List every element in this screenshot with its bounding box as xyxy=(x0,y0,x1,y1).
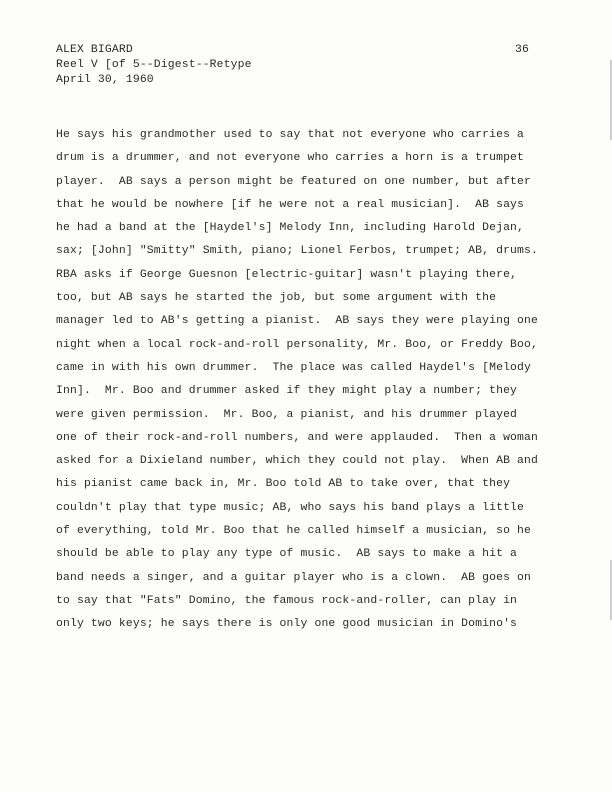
text-line: manager led to AB's getting a pianist. AB says they were playing one xyxy=(56,315,538,328)
text-line: player. AB says a person might be featured on one number, but after xyxy=(56,175,532,188)
text-line: only two keys; he says there is only one good musician in Domino's xyxy=(56,618,518,631)
text-line: He says his grandmother used to say that not everyone who carries a xyxy=(56,129,525,141)
document-header xyxy=(56,43,252,88)
interview-date: April 30, 1960 xyxy=(56,74,154,86)
text-line: one of their rock-and-roll numbers, and were applauded. Then a woman xyxy=(56,431,538,444)
text-line: should be able to play any type of music. AB says to make a hit a xyxy=(56,548,518,561)
text-line: were given permission. Mr. Boo, a pianist, and his drummer played xyxy=(56,408,518,421)
reel-label: Reel V [of 5--Digest--Retype xyxy=(56,59,252,71)
text-line: drum is a drummer, and not everyone who carries a horn is a trumpet xyxy=(56,152,525,165)
text-line: his pianist came back in, Mr. Boo told AB to take over, that they xyxy=(56,478,511,491)
text-line: night when a local rock-and-roll personality, Mr. Boo, or Freddy Boo, xyxy=(56,338,538,351)
text-line: of everything, told Mr. Boo that he called himself a musician, so he xyxy=(56,525,532,538)
text-line: Inn]. Mr. Boo and drummer asked if they might play a number; they xyxy=(56,385,518,398)
text-line: asked for a Dixieland number, which they could not play. When AB and xyxy=(56,455,538,468)
text-line: couldn't play that type music; AB, who says his band plays a little xyxy=(56,501,525,514)
text-line: came in with his own drummer. The place was called Haydel's [Melody xyxy=(56,361,532,374)
transcript-body xyxy=(56,124,556,637)
text-line: RBA asks if George Guesnon [electric-guitar] wasn't playing there, xyxy=(56,268,518,281)
text-line: he had a band at the [Haydel's] Melody Inn, including Harold Dejan, xyxy=(56,222,525,235)
text-line: sax; [John] "Smitty" Smith, piano; Lionel Ferbos, trumpet; AB, drums. xyxy=(56,245,538,258)
page-number: 36 xyxy=(515,44,529,56)
text-line: to say that "Fats" Domino, the famous rock-and-roller, can play in xyxy=(56,594,518,607)
text-line: band needs a singer, and a guitar player who is a clown. AB goes on xyxy=(56,571,532,584)
text-line: too, but AB says he started the job, but some argument with the xyxy=(56,292,497,305)
interviewee-name: ALEX BIGARD xyxy=(56,44,133,56)
text-line: that he would be nowhere [if he were not a real musician]. AB says xyxy=(56,198,525,211)
